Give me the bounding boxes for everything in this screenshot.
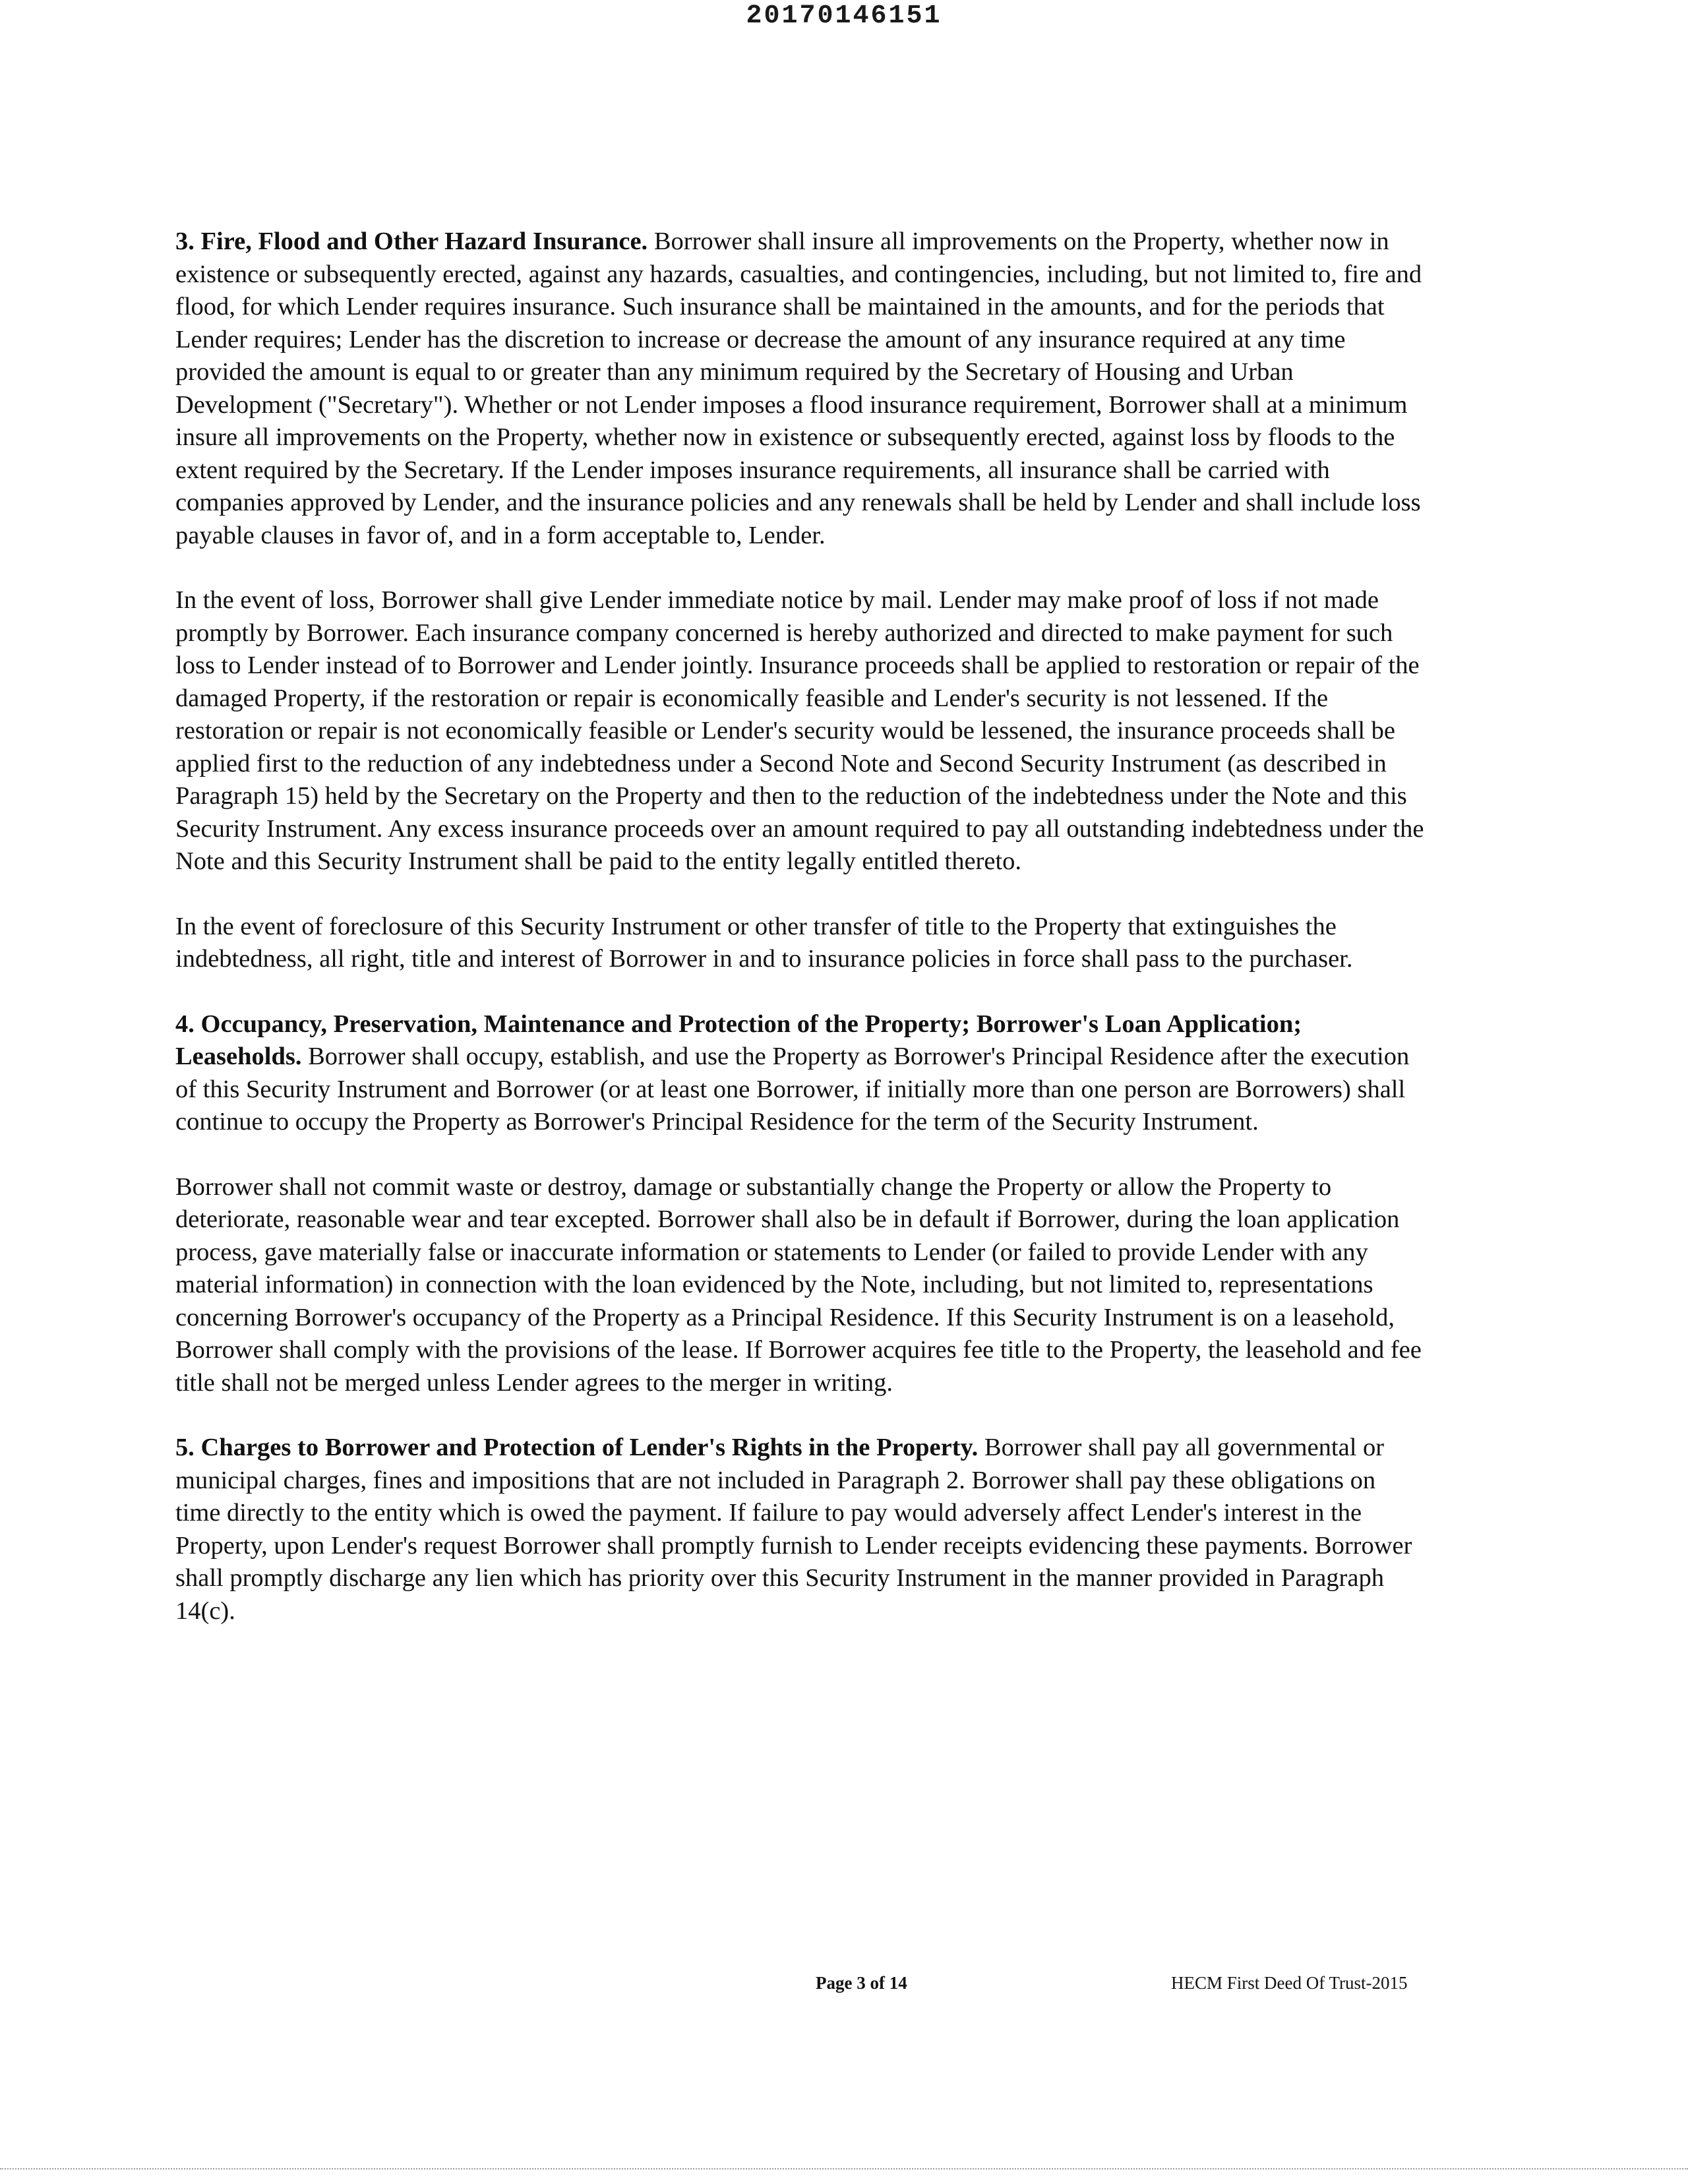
paragraph-event-of-loss <box>175 584 1427 878</box>
document-number: 20170146151 <box>746 1 942 31</box>
page-number: Page 3 of 14 <box>816 1973 907 1993</box>
document-body <box>175 226 1427 1660</box>
scan-edge-divider <box>0 2168 1688 2173</box>
section-heading: 3. Fire, Flood and Other Hazard Insurance. <box>175 228 648 255</box>
section-4-occupancy <box>175 1008 1427 1139</box>
section-heading: 5. Charges to Borrower and Protection of Lender's Rights in the Property. <box>175 1434 979 1461</box>
section-5-charges <box>175 1432 1427 1627</box>
paragraph-text: Borrower shall not commit waste or destroy, damage or substantially change the Property or allow the Property to deteriorate, reasonable wear and tear excepted. Borrower shall also be in default if Borrower, during the loan application process, gave materially false or inaccurate information or statements to Lender (or failed to provide Lender with any material information) in connection with the loan evidenced by the Note, including, but not limited to, representations concerning Borrower's occupancy of the Property as a Principal Residence. If this Security Instrument is on a leasehold, Borrower shall comply with the provisions of the lease. If Borrower acquires fee title to the Property, the leasehold and fee title shall not be merged unless Lender agrees to the merger in writing. <box>175 1172 1422 1397</box>
section-heading: 4. Occupancy, Preservation, Maintenance and Protection of the Property; Borrower's Loan Application; Leaseholds. <box>175 1010 1302 1070</box>
paragraph-foreclosure <box>175 911 1427 976</box>
section-text: Borrower shall pay all governmental or municipal charges, fines and impositions that are not included in Paragraph 2. Borrower shall pay these obligations on time directly to the entity which is owed the payment. If failure to pay would adversely affect Lender's interest in the Property, upon Lender's request Borrower shall promptly furnish to Lender receipts evidencing these payments. Borrower shall promptly discharge any lien which has priority over this Security Instrument in the manner provided in Paragraph 14(c). <box>175 1434 1412 1625</box>
paragraph-waste-default <box>175 1171 1427 1400</box>
paragraph-text: In the event of foreclosure of this Security Instrument or other transfer of title to the Property that extinguishes the indebtedness, all right, title and interest of Borrower in and to insurance policies in force shall pass to the purchaser. <box>175 912 1353 973</box>
form-name: HECM First Deed Of Trust-2015 <box>1171 1973 1408 1993</box>
section-3-fire-flood-insurance <box>175 226 1427 552</box>
paragraph-text: In the event of loss, Borrower shall give Lender immediate notice by mail. Lender may make proof of loss if not made promptly by Borrower. Each insurance company concerned is hereby authorized and directed to make payment for such loss to Lender instead of to Borrower and Lender jointly. Insurance proceeds shall be applied to restoration or repair of the damaged Property, if the restoration or repair is economically feasible and Lender's security is not lessened. If the restoration or repair is not economically feasible or Lender's security would be lessened, the insurance proceeds shall be applied first to the reduction of any indebtedness under a Second Note and Second Security Instrument (as described in Paragraph 15) held by the Secretary on the Property and then to the reduction of the indebtedness under the Note and this Security Instrument. Any excess insurance proceeds over an amount required to pay all outstanding indebtedness under the Note and this Security Instrument shall be paid to the entity legally entitled thereto. <box>175 586 1424 875</box>
section-text: Borrower shall occupy, establish, and use the Property as Borrower's Principal Residence after the execution of this Security Instrument and Borrower (or at least one Borrower, if initially more than one person are Borrowers) shall continue to occupy the Property as Borrower's Principal Residence for the term of the Security Instrument. <box>175 1043 1410 1136</box>
section-text: Borrower shall insure all improvements on the Property, whether now in existence or subsequently erected, against any hazards, casualties, and contingencies, including, but not limited to, fire and flood, for which Lender requires insurance. Such insurance shall be maintained in the amounts, and for the periods that Lender requires; Lender has the discretion to increase or decrease the amount of any insurance required at any time provided the amount is equal to or greater than any minimum required by the Secretary of Housing and Urban Development ("Secretary"). Whether or not Lender imposes a flood insurance requirement, Borrower shall at a minimum insure all improvements on the Property, whether now in existence or subsequently erected, against loss by floods to the extent required by the Secretary. If the Lender imposes insurance requirements, all insurance shall be carried with companies approved by Lender, and the insurance policies and any renewals shall be held by Lender and shall include loss payable clauses in favor of, and in a form acceptable to, Lender. <box>175 228 1422 549</box>
